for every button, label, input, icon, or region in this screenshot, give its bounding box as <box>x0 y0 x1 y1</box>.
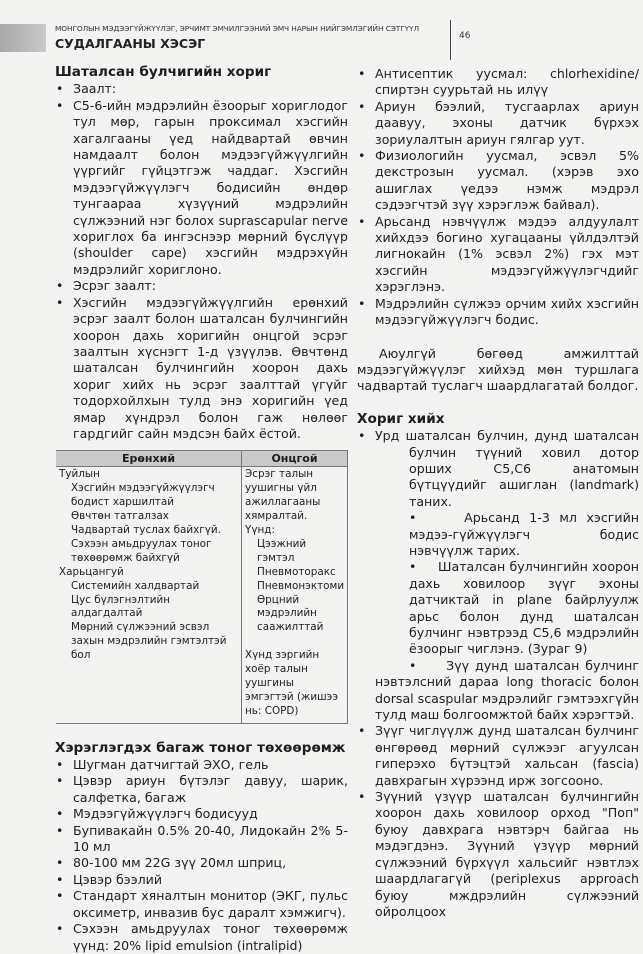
list-item: • Ариун бээлий, тусгаарлах ариун даавуу, эхоны датчик бүрхэх зориулалтын ариун гялгар уут. <box>375 99 639 148</box>
indications-list <box>55 81 348 442</box>
cell-text: Эсрэг талын уушигны үйл ажиллагааны хямралтай. <box>245 468 321 523</box>
journal-title: МОНГОЛЫН МЭДЭЭГҮЙЖҮҮЛЭГ, ЭРЧИМТ ЭМЧИЛГЭЭНИЙ ЭМЧ НАРЫН НИЙГЭМЛЭГИЙН СЭТГҮҮЛ <box>55 24 419 33</box>
supplies-list <box>357 66 639 329</box>
list-item: • С5-6-ийн мэдрэлийн ёзоорыг хориглодог тул мөр, гарын проксимал хэсгийн хагалгааны үед найдвартай өвчин намдаалт болон мэдээгүйжүүлгийн үүргийг гүйцэтгэж чаддаг. Хэсгийн мэдээгүйжүүлэгч бодисийн өндөр тунгаараа хүзүүний мэдрэлийн сүлжээний нэг болох suprascapular nerve хориглох ба ингэснээр мөрний бүслүүр (shoulder cape) хэсгийн мэдрэхүйн мэдрэлийг хориглоно. <box>73 98 348 278</box>
cell-item: Хэсгийн мэдээгүйжүүлэгч бодист харшилтай <box>71 482 215 509</box>
cell-item: Пневмоторакс <box>257 565 336 578</box>
left-column <box>55 64 348 954</box>
procedure-step: • Урд шаталсан булчин, дунд шаталсан булчин түүний ховил дотор орших C5,C6 анатомын бүтцүүдийг ашиглан (landmark) таних. <box>375 428 639 510</box>
table-cell-general <box>56 467 242 722</box>
header-color-block <box>0 24 46 52</box>
list-item: • Антисептик уусмал: chlorhexidine/ спиртэн суурьтай нь илүү <box>375 66 639 99</box>
procedure-substep: • Зүү дунд шаталсан булчинг нэвтэлсний дараа long thoracic болон dorsal scaspular мэдрэлийг гэмтээхгүйн тулд маш болгоомжтой байх хэрэгтэй. <box>375 657 639 723</box>
procedure-substep: • Шаталсан булчингийн хоорон дахь ховилоор зүүг эхоны датчиктай in plane байрлуулж арьс болон дунд шаталсан булчинг нэвтрээд C5,6 мэдрэлийн ёзоорыг чиглэнэ. (Зураг 9) <box>409 559 639 657</box>
cell-item: Сэхээн амьдруулах тоног төхөөрөмж байхгүй <box>71 537 212 564</box>
list-item: • Хэсгийн мэдээгүйжүүлгийн ерөнхий эсрэг заалт болон шаталсан булчингийн хоорон дахь хоригийн онцгой эсрэг заалтын хүснэгт 1-д үзүүлэв. Өвчтөнд шаталсан булчингийн хоорон дахь хориг хийх нь эсрэг заалттай үгүйг тодорхойлхын тулд энэ хоригийн үед ямар хүндрэл болон гаж нөлөөг гардгийг сайн мэдсэн байх ёстой. <box>73 295 348 443</box>
group-label: Туйлын <box>59 468 100 481</box>
cell-item: Системийн халдвартай <box>71 579 200 592</box>
equipment-heading: Хэрэглэгдэх багаж тоног төхөөрөмж <box>55 739 346 756</box>
cell-text: Хүнд зэргийн хоёр талын уушгины эмгэгтэй (жишээ нь: COPD) <box>245 649 339 717</box>
spacer <box>245 635 345 649</box>
table-cell-specific <box>242 467 347 722</box>
procedure-list <box>357 723 639 920</box>
procedure-heading: Хориг хийх <box>357 410 445 427</box>
list-item: • Цэвэр бээлий <box>73 872 348 888</box>
page-number: 46 <box>459 31 471 41</box>
list-item: • Мэдрэлийн сүлжээ орчим хийх хэсгийн мэдээгүйжүүлэгч бодис. <box>375 296 639 329</box>
substep-text: Шаталсан булчингийн хоорон дахь ховилоор зүүг эхоны датчиктай in plane байрлуулж арьс болон дунд шаталсан булчинг нэвтрээд C5,6 мэдрэлийн ёзоорыг чиглэнэ. (Зураг 9) <box>409 559 639 657</box>
substep-text: Зүү дунд шаталсан булчинг нэвтэлсний дараа long thoracic болон dorsal scaspular мэдрэлийг гэмтээхгүйн тулд маш болгоомжтой байх хэрэгтэй. <box>375 657 639 723</box>
list-item: • Цэвэр ариун бүтэлэг давуу, шарик, салфетка, багаж <box>73 773 348 806</box>
table-row <box>56 467 347 722</box>
cell-item: Цус бүлэгнэлтийн алдагдалтай <box>71 593 171 620</box>
list-item: • Стандарт хяналтын монитор (ЭКГ, пульс оксиметр, инвазив бус даралт хэмжигч). <box>73 888 348 921</box>
list-item: • Физиологийн уусмал, эсвэл 5% декстрозын уусмал. (хэрэв эхо ашиглах үедээ нэмж мэдрэл сэдээгчтэй зүү хэрэглэж байвал). <box>375 148 639 214</box>
section-title: СУДАЛГААНЫ ХЭСЭГ <box>55 36 206 51</box>
table-header-general: Ерөнхий <box>56 451 242 466</box>
right-column <box>357 66 639 920</box>
list-item: • Зүүний үзүүр шаталсан булчингийн хоорон дахь ховилоор орход "Поп" буюу давхрага нэвтэрч байгаа нь мэдэгдэнэ. Зүүний үзүүр мөрний сүлжээний бүрхүүл хальсийг нэвтлэх шаардлагагүй (periplexus approach буюу мждрэлийн сүлжээний ойролцоох <box>375 789 639 920</box>
procedure-substep: • Арьсанд 1-3 мл хэсгийн мэдээ-гүйжүүлэгч бодис нэвчүүлж тарих. <box>409 510 639 558</box>
list-item: • Мэдээгүйжүүлэгч бодисууд <box>73 806 348 822</box>
list-item: • Шугман датчигтай ЭХО, гель <box>73 757 348 773</box>
procedure-section <box>357 428 639 723</box>
heading-block: Шаталсан булчигийн хориг <box>55 64 272 80</box>
list-item: • Бупивакайн 0.5% 20-40, Лидокайн 2% 5-10 мл <box>73 823 348 856</box>
contraindications-table <box>56 450 348 723</box>
cell-item: Өрцний мэдрэлийн саажилттай <box>257 593 324 634</box>
table-header-row <box>56 451 347 467</box>
substep-text: Арьсанд 1-3 мл хэсгийн мэдээ-гүйжүүлэгч бодис нэвчүүлж тарих. <box>409 510 639 558</box>
cell-item: Чадвартай туслах байхгүй. <box>71 523 221 536</box>
list-item: • 80-100 мм 22G зүү 20мл шприц, <box>73 855 348 871</box>
list-item: • Арьсанд нэвчүүлж мэдээ алдуулалт хийхдээ богино хугацааны үйлдэлтэй лигнокайн (1% эсвэл 2%) гэх мэт хэсгийн мэдээгүйжүүлэгчдийг хэрэглэнэ. <box>375 214 639 296</box>
safety-paragraph: Аюулгүй бөгөөд амжилттай мэдээгүйжүүлэг хийхэд мөн туршлага чадвартай туслагч шаардлагатай болдог. <box>357 345 639 394</box>
cell-item: Мөрний сүлжээний эсвэл захын мэдрэлийн гэмтэлтэй бол <box>71 621 227 662</box>
cell-item: Өвчтөн татгалзах <box>71 510 169 523</box>
list-item: • Эсрэг заалт: <box>73 278 348 294</box>
list-item: • Заалт: <box>73 81 348 97</box>
list-item: • Зүүг чиглүүлж дунд шаталсан булчинг өнгөрөөд мөрний сүлжээг агуулсан гиперэхо бүтэцтэй хальсан (fascia) давхрагын хүрээнд ирж зогсооно. <box>375 723 639 789</box>
list-item: • Сэхээн амьдруулах тоног төхөөрөмж үүнд: 20% lipid emulsion (intralipid) <box>73 921 348 954</box>
cell-item: Цээжний гэмтэл <box>257 537 307 564</box>
cell-item: Пневмонэктоми <box>257 579 345 592</box>
cell-text: Үүнд: <box>245 523 275 536</box>
header-divider <box>450 20 451 60</box>
group-label: Харьцангуй <box>59 565 124 578</box>
table-header-specific: Онцгой <box>271 452 318 466</box>
equipment-section <box>55 740 348 954</box>
equipment-list <box>55 757 348 954</box>
